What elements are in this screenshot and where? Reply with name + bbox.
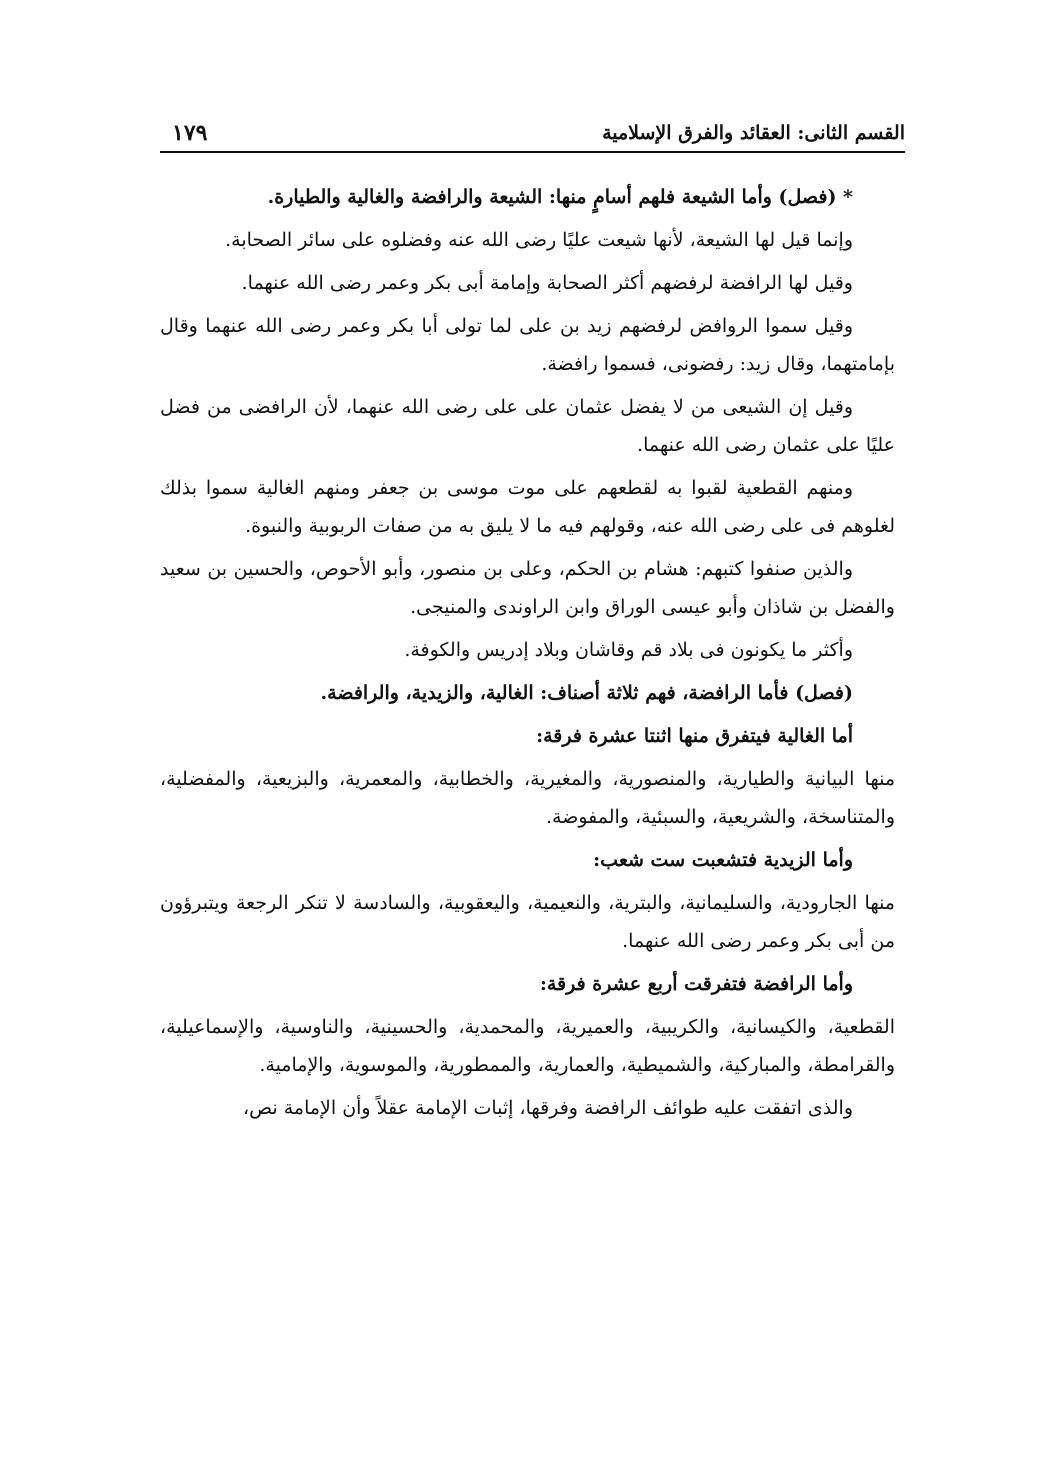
body-text: [160, 178, 895, 1127]
section-title: العقائد والفرق الإسلامية: [602, 122, 791, 144]
paragraph: منها البيانية والطيارية، والمنصورية، والمغيرية، والخطابية، والمعمرية، والبزيعية، والمفضلية، والمتناسخة، والشريعية، والسبئية، والمفوضة.: [160, 768, 895, 828]
section-label: القسم الثانى:: [797, 122, 905, 144]
paragraph: وقيل لها الرافضة لرفضهم أكثر الصحابة وإمامة أبى بكر وعمر رضى الله عنهما.: [241, 272, 853, 294]
paragraph: وإنما قيل لها الشيعة، لأنها شيعت عليًا رضى الله عنه وفضلوه على سائر الصحابة.: [225, 229, 853, 251]
paragraph: والذين صنفوا كتبهم: هشام بن الحكم، وعلى بن منصور، وأبو الأحوص، والحسين بن سعيد والفضل بن شاذان وأبو عيسى الوراق وابن الراوندى والمنيجى.: [160, 558, 895, 618]
running-head-title: [602, 122, 905, 144]
paragraph: منها الجارودية، والسليمانية، والبترية، والنعيمية، واليعقوبية، والسادسة لا تنكر الرجعة ويتبرؤون من أبى بكر وعمر رضى الله عنهما.: [160, 892, 895, 952]
paragraph: * (فصل) وأما الشيعة فلهم أسامٍ منها: الشيعة والرافضة والغالية والطيارة.: [267, 186, 853, 208]
header-divider: [160, 151, 905, 153]
paragraph: أما الغالية فيتفرق منها اثنتا عشرة فرقة:: [536, 725, 853, 747]
paragraph: القطعية، والكيسانية، والكريبية، والعميرية، والمحمدية، والحسينية، والناوسية، والإسماعيلية، والقرامطة، والمباركية، والشميطية، والعمارية، والممطورية، والموسوية، والإمامية.: [160, 1016, 895, 1076]
paragraph: وأما الرافضة فتفرقت أربع عشرة فرقة:: [539, 973, 853, 995]
paragraph: ومنهم القطعية لقبوا به لقطعهم على موت موسى بن جعفر ومنهم الغالية سموا بذلك لغلوهم فى على رضى الله عنه، وقولهم فيه ما لا يليق به من صفات الربوبية والنبوة.: [160, 477, 895, 537]
page-number: ١٧٩: [172, 120, 208, 146]
paragraph: (فصل) فأما الرافضة، فهم ثلاثة أصناف: الغالية، والزيدية، والرافضة.: [320, 682, 853, 704]
paragraph: والذى اتفقت عليه طوائف الرافضة وفرقها، إثبات الإمامة عقلاً وأن الإمامة نص،: [242, 1097, 853, 1119]
paragraph: وأما الزيدية فتشعبت ست شعب:: [593, 849, 853, 871]
paragraph: وأكثر ما يكونون فى بلاد قم وقاشان وبلاد إدريس والكوفة.: [404, 639, 853, 661]
paragraph: وقيل إن الشيعى من لا يفضل عثمان على على رضى الله عنهما، لأن الرافضى من فضل عليًا على عثمان رضى الله عنهما.: [160, 396, 895, 456]
paragraph: وقيل سموا الروافض لرفضهم زيد بن على لما تولى أبا بكر وعمر رضى الله عنهما وقال بإمامتهما، وقال زيد: رفضونى، فسموا رافضة.: [160, 315, 895, 375]
